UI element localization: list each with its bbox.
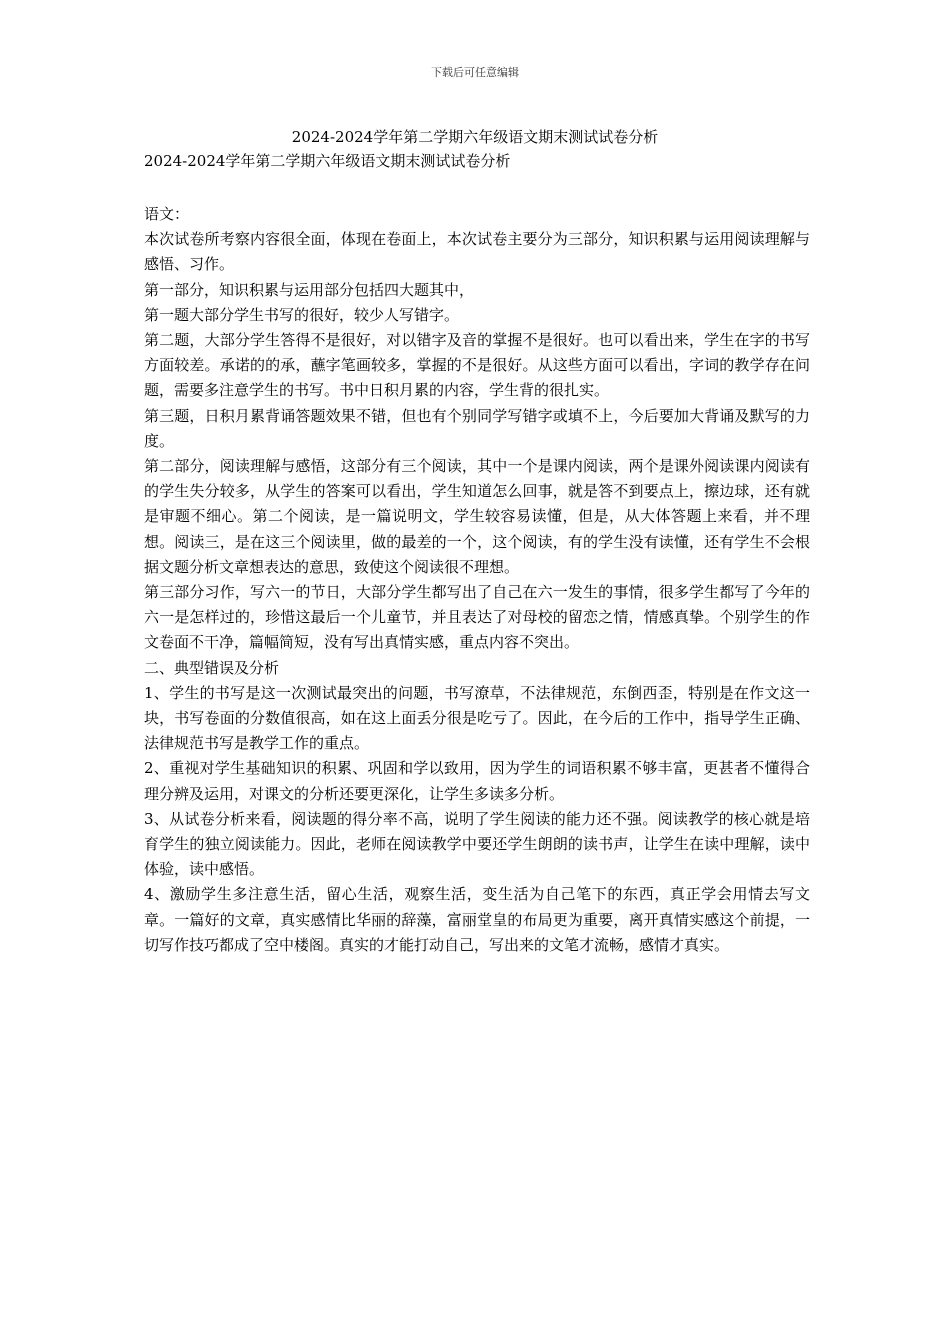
paragraph: 第二题，大部分学生答得不是很好，对以错字及音的掌握不是很好。也可以看出来，学生在字的书写方面较差。承诺的的承，蘸字笔画较多，掌握的不是很好。从这些方面可以看出，字词的教学存在问题，需要多注意学生的书写。书中日积月累的内容，学生背的很扎实。 — [144, 331, 810, 400]
paragraph: 2、重视对学生基础知识的积累、巩固和学以致用，因为学生的词语积累不够丰富，更甚者不懂得合理分辨及运用，对课文的分析还要更深化，让学生多读多分析。 — [144, 759, 810, 803]
paragraph: 第一题大部分学生书写的很好，较少人写错字。 — [144, 305, 460, 324]
paragraph: 第一部分，知识积累与运用部分包括四大题其中， — [144, 280, 475, 299]
document-body — [144, 202, 810, 958]
paragraph: 本次试卷所考察内容很全面，体现在卷面上，本次试卷主要分为三部分，知识积累与运用阅读理解与感悟、习作。 — [144, 230, 810, 274]
paragraph: 第二部分，阅读理解与感悟，这部分有三个阅读，其中一个是课内阅读，两个是课外阅读课内阅读有的学生失分较多，从学生的答案可以看出，学生知道怎么回事，就是答不到要点上，擦边球，还有就是审题不细心。第二个阅读，是一篇说明文，学生较容易读懂，但是，从大体答题上来看，并不理想。阅读三，是在这三个阅读里，做的最差的一个，这个阅读，有的学生没有读懂，还有学生不会根据文题分析文章想表达的意思，致使这个阅读很不理想。 — [144, 457, 810, 576]
paragraph: 第三部分习作，写六一的节日，大部分学生都写出了自己在六一发生的事情，很多学生都写了今年的六一是怎样过的，珍惜这最后一个儿童节，并且表达了对母校的留恋之情，情感真挚。个别学生的作文卷面不干净，篇幅简短，没有写出真情实感，重点内容不突出。 — [144, 583, 810, 652]
paragraph: 3、从试卷分析来看，阅读题的得分率不高，说明了学生阅读的能力还不强。阅读教学的核心就是培育学生的独立阅读能力。因此，老师在阅读教学中要还学生朗朗的读书声，让学生在读中理解，读中体验，读中感悟。 — [144, 809, 810, 879]
paragraph: 1、学生的书写是这一次测试最突出的问题，书写潦草，不法律规范，东倒西歪，特别是在作文这一块，书写卷面的分数值很高，如在这上面丢分很是吃亏了。因此，在今后的工作中，指导学生正确、法律规范书写是教学工作的重点。 — [144, 683, 810, 753]
document-subtitle: 2024-2024学年第二学期六年级语文期末测试试卷分析 — [144, 152, 511, 170]
document-title: 2024-2024学年第二学期六年级语文期末测试试卷分析 — [291, 128, 659, 146]
paragraph: 4、激励学生多注意生活，留心生活，观察生活，变生活为自己笔下的东西，真正学会用情去写文章。一篇好的文章，真实感情比华丽的辞藻，富丽堂皇的布局更为重要，离开真情实感这个前提，一切写作技巧都成了空中楼阁。真实的才能打动自己，写出来的文笔才流畅，感情才真实。 — [144, 885, 810, 954]
paragraph: 语文： — [144, 205, 190, 223]
header-note: 下载后可任意编辑 — [431, 66, 519, 79]
paragraph: 第三题，日积月累背诵答题效果不错，但也有个别同学写错字或填不上，今后要加大背诵及默写的力度。 — [144, 406, 810, 450]
section-heading: 二、典型错误及分析 — [144, 658, 280, 677]
